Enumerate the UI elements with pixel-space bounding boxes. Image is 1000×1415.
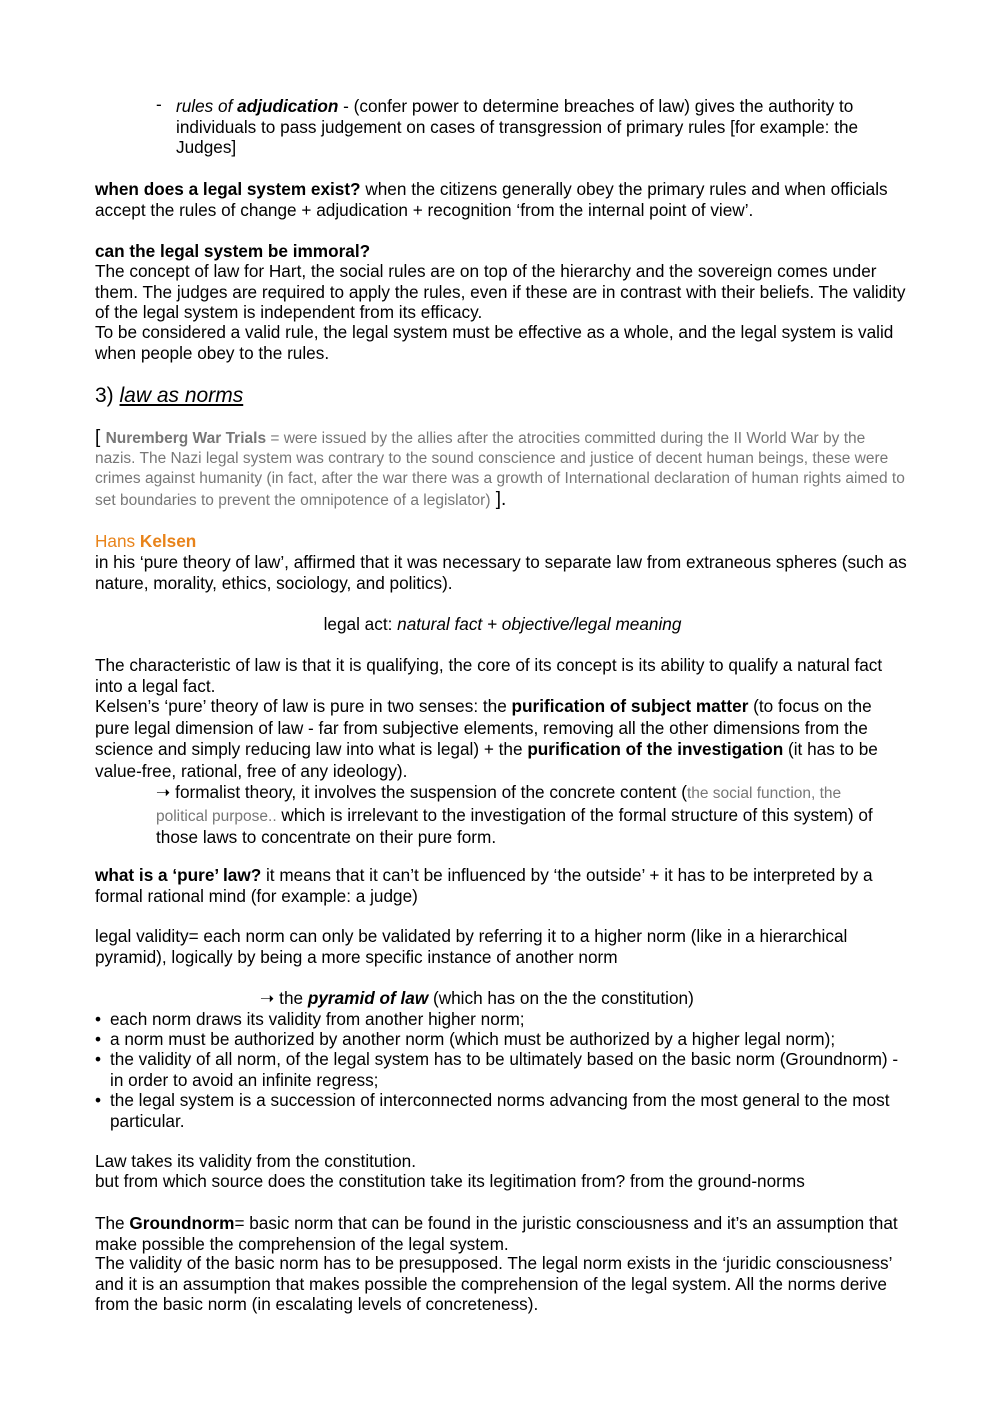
author-name: Hans Kelsen [95, 531, 197, 551]
groundnorm-definition: The Groundnorm= basic norm that can be found in the juristic consciousness and it’s an assumption that make possible the comprehension of the legal system. [95, 1213, 898, 1254]
qualifying-paragraph: The characteristic of law is that it is qualifying, the core of its concept is its ability to qualify a natural fact into a legal fact. [95, 655, 883, 696]
bullet-icon: • [95, 1029, 102, 1049]
constitution-line-1: Law takes its validity from the constitution. [95, 1151, 416, 1171]
list-item: • each norm draws its validity from another higher norm; [95, 1009, 525, 1029]
section-heading: 3) law as norms [95, 384, 244, 407]
purification-paragraph: Kelsen’s ‘pure’ theory of law is pure in two senses: the purification of subject matter (to focus on the pure legal dimension of law - far from subjective elements, removing all the other dimensions from the science and simply reducing law into what is legal) + the purification of the investigation (it has to be value-free, rational, free of any ideology). [95, 696, 878, 781]
list-item: • the legal system is a succession of interconnected norms advancing from the most general to the most particular. [95, 1090, 890, 1131]
bullet-icon: • [95, 1009, 102, 1029]
bullet-icon: • [95, 1049, 102, 1069]
legal-act-formula: legal act: natural fact + objective/legal meaning [323, 614, 682, 634]
arrow-icon: ➝ [260, 988, 275, 1008]
immoral-paragraph-2: To be considered a valid rule, the legal system must be effective as a whole, and the legal system is valid when people obey to the rules. [95, 322, 894, 363]
groundnorm-paragraph: The validity of the basic norm has to be presupposed. The legal norm exists in the ‘juridic consciousness’ and it is an assumption that makes possible the comprehension of the legal system. All the norms derive from the basic norm (in escalating levels of concreteness). [95, 1253, 892, 1314]
arrow-icon: ➝ [156, 782, 171, 802]
adjudication-text: rules of adjudication - (confer power to determine breaches of law) gives the authority to individuals to pass judgement on cases of transgression of primary rules [for example: the Judges] [176, 96, 859, 157]
legal-validity-paragraph: legal validity= each norm can only be validated by referring it to a higher norm (like in a hierarchical pyramid), logically by being a more specific instance of another norm [95, 926, 848, 967]
adjudication-item [156, 96, 896, 158]
bullet-icon: • [95, 1090, 102, 1110]
list-item: • the validity of all norm, of the legal system has to be ultimately based on the basic norm (Groundnorm) - in order to avoid an infinite regress; [95, 1049, 899, 1090]
list-item: • a norm must be authorized by another norm (which must be authorized by a higher legal norm); [95, 1029, 836, 1049]
question-exist: when does a legal system exist? when the citizens generally obey the primary rules and when officials accept the rules of change + adjudication + recognition ‘from the internal point of view’. [95, 179, 888, 220]
constitution-line-2: but from which source does the constitution take its legitimation from? from the ground-norms [95, 1171, 805, 1191]
pyramid-heading: ➝ the pyramid of law (which has on the the constitution) [260, 988, 694, 1008]
formalist-note: ➝ formalist theory, it involves the suspension of the concrete content (the social function, the political purpose.. which is irrelevant to the investigation of the formal structure of this system) of those laws to concentrate on their pure form. [156, 782, 873, 847]
dash-marker: - [156, 94, 162, 114]
question-immoral-heading: can the legal system be immoral? [95, 241, 371, 261]
nuremberg-note: [ Nuremberg War Trials = were issued by the allies after the atrocities committed during the II World War by the nazis. The Nazi legal system was contrary to the sound conscience and justice of decent human beings, these were crimes against humanity (in fact, after the war there was a growth of International declaration of human rights aimed to set boundaries to prevent the omnipotence of a legislator) ]. [95, 427, 905, 510]
kelsen-intro: in his ‘pure theory of law’, affirmed that it was necessary to separate law from extraneous spheres (such as nature, morality, ethics, sociology, and politics). [95, 552, 907, 593]
question-pure-law: what is a ‘pure’ law? it means that it can’t be influenced by ‘the outside’ + it has to be interpreted by a formal rational mind (for example: a judge) [95, 865, 873, 906]
immoral-paragraph-1: The concept of law for Hart, the social rules are on top of the hierarchy and the sovereign comes under them. The judges are required to apply the rules, even if these are in contrast with their beliefs. The validity of the legal system is independent from its efficacy. [95, 261, 906, 322]
